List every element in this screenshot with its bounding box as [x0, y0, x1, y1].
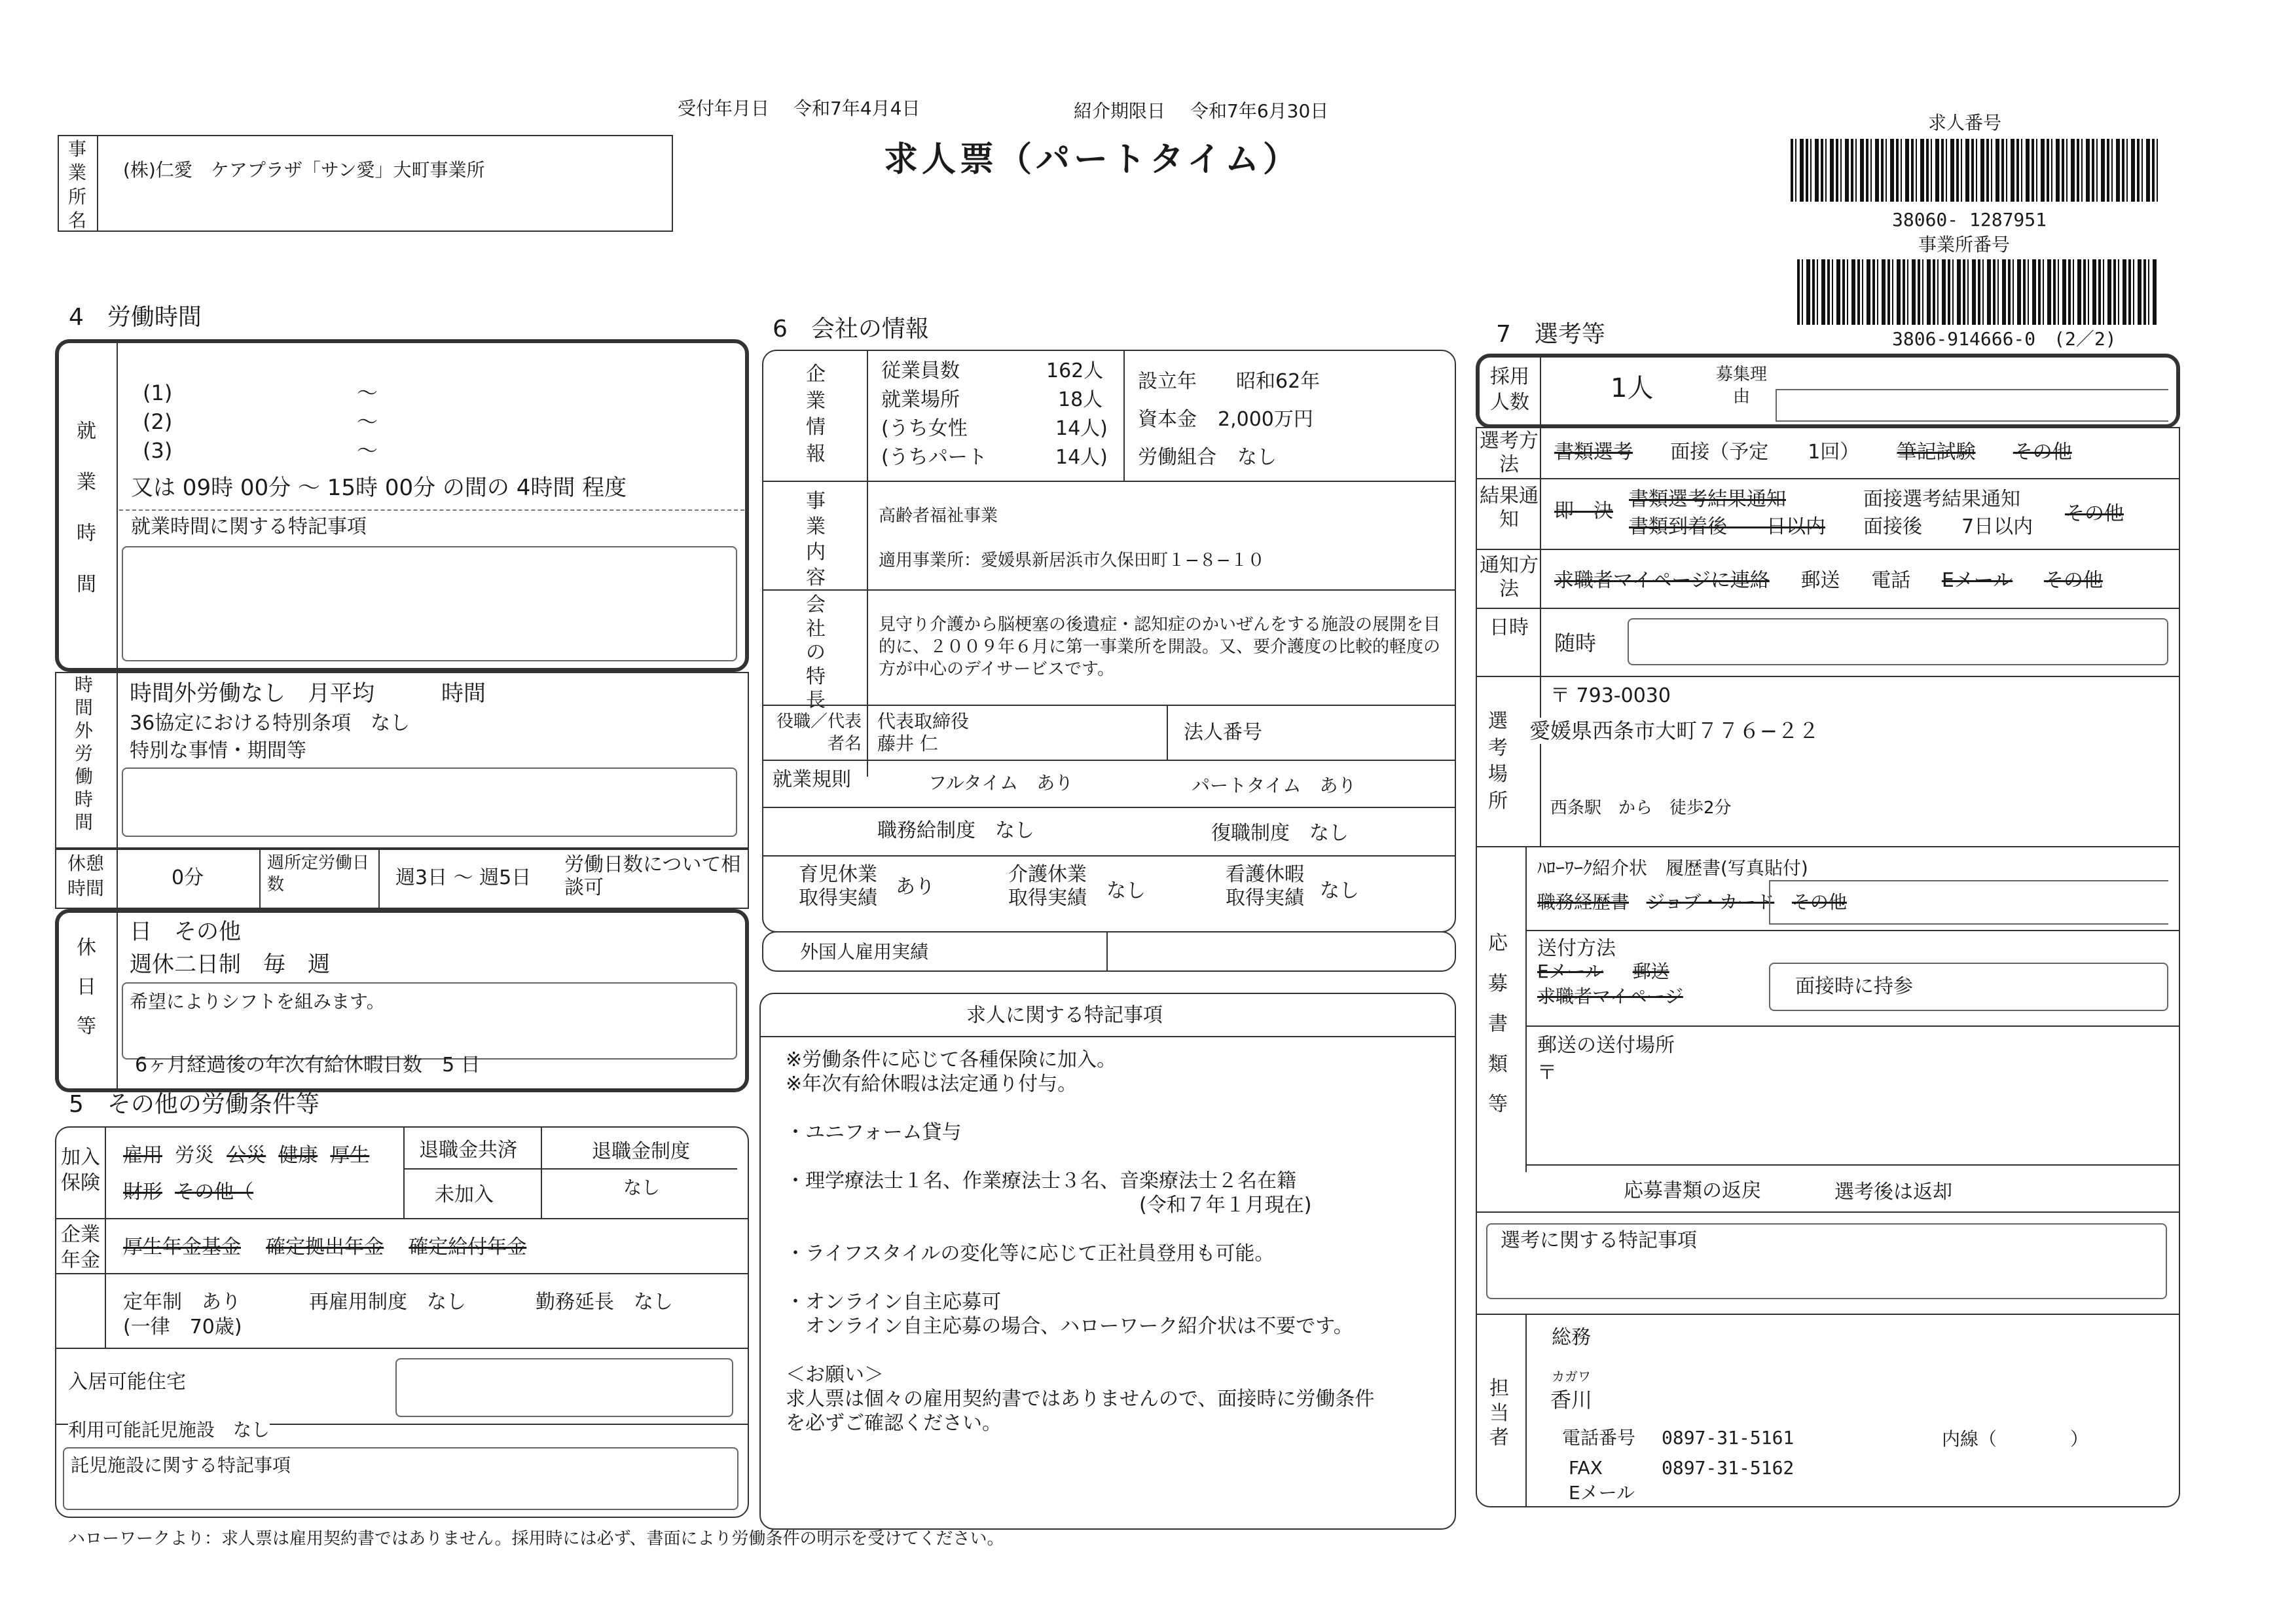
return-label: 応募書類の返戻: [1624, 1179, 1761, 1202]
housing-field: [395, 1358, 733, 1417]
childcare-leave-label: 育児休業取得実績: [799, 863, 877, 910]
email-label: Eメール: [1569, 1482, 1635, 1504]
ot-special-field: [122, 767, 737, 837]
shift-note-label: 就業時間に関する特記事項: [131, 515, 367, 538]
note-line: (令和７年１月現在): [786, 1194, 1312, 1217]
site-value: 18人: [1058, 388, 1103, 411]
nursing-leave-value: なし: [1320, 879, 1359, 902]
company-box: [58, 135, 673, 232]
childcare-note: 託児施設に関する特記事項: [71, 1454, 291, 1476]
ins-zaikei: 財形: [123, 1181, 162, 1204]
retire-age2: (一律 70歳): [123, 1316, 242, 1338]
part-label: (うちパート: [881, 446, 987, 469]
reinstate: 復職制度 なし: [1211, 822, 1349, 845]
date-value: 随時: [1554, 631, 1597, 655]
hire-label: 採用人数: [1490, 365, 1529, 414]
housing-label: 入居可能住宅: [68, 1371, 186, 1393]
part-value: 14人): [1055, 446, 1108, 469]
send-label: 送付方法: [1537, 937, 1616, 960]
pension-3: 確定給付年金: [409, 1236, 527, 1259]
period-date: 令和7年6月30日: [1190, 100, 1329, 122]
office-no-label: 事業所番号: [1918, 234, 2011, 255]
retire-system-label: 退職金制度: [592, 1140, 690, 1163]
rest-value: 0分: [172, 866, 204, 889]
note-line: [786, 1096, 1374, 1120]
shift-3-tilde: 〜: [357, 438, 378, 463]
female-label: (うち女性: [881, 417, 968, 440]
hire-value: 1人: [1611, 373, 1654, 403]
job-no-barcode: [1791, 139, 2159, 202]
note-line: [786, 1266, 1374, 1290]
business-1: 高齢者福祉事業: [879, 506, 998, 526]
notify-email: Eメール: [1941, 569, 2013, 592]
address: 愛媛県西条市大町７７６−２２: [1529, 718, 1819, 743]
shift-alt: 又は 09時 00分 〜 15時 00分 の間の 4時間 程度: [131, 475, 627, 501]
notify-tel: 電話: [1871, 569, 1911, 592]
business-label: 事業内容: [806, 490, 826, 589]
fax-label: FAX: [1569, 1457, 1603, 1479]
sec7-heading: 7 選考等: [1496, 321, 1605, 348]
pension-1: 厚生年金基金: [123, 1236, 241, 1259]
ins-kosei: 厚生: [330, 1144, 370, 1167]
ot-line: 時間外労働なし 月平均 時間: [130, 680, 486, 707]
retire-mutual-value: 未加入: [435, 1183, 494, 1206]
weekly-note: 労働日数について相談可: [564, 853, 741, 899]
job-no-label: 求人番号: [1928, 112, 2002, 134]
access: 西条駅 から 徒歩2分: [1550, 798, 1732, 818]
employees-value: 162人: [1046, 360, 1104, 382]
rep-label: 役職／代表者名: [776, 712, 862, 754]
shift-label: 就業時間: [77, 420, 96, 596]
corp-info-label: 企業情報: [806, 363, 826, 466]
office-no-barcode: [1797, 259, 2159, 325]
result-other: その他: [2065, 502, 2124, 525]
note-line: 求人票は個々の雇用契約書ではありませんので、面接時に労働条件: [786, 1388, 1375, 1411]
result-doc1: 書類選考結果通知: [1629, 488, 1786, 511]
notes-list: [786, 1048, 1374, 1435]
return-value: 選考後は返却: [1834, 1181, 1952, 1204]
employees-label: 従業員数: [881, 360, 960, 382]
notify-other: その他: [2043, 569, 2103, 592]
method-label: 選考方法: [1480, 430, 1539, 476]
method-other: その他: [2013, 441, 2072, 464]
fax: 0897-31-5162: [1662, 1457, 1795, 1479]
union-value: なし: [1237, 446, 1277, 469]
ins-kosai: 公災: [227, 1144, 266, 1167]
send-bring: 面接時に持参: [1795, 975, 1913, 998]
method-doc: 書類選考: [1554, 441, 1633, 464]
docs-career: 職務経歴書: [1537, 891, 1630, 913]
holiday-note: 希望によりシフトを組みます。: [130, 991, 385, 1012]
site-label: 就業場所: [881, 388, 960, 411]
job-no: 38060- 1287951: [1892, 209, 2047, 231]
select-note-label: 選考に関する特記事項: [1501, 1229, 1697, 1252]
method-written: 筆記試験: [1897, 441, 1976, 464]
note-line: ・理学療法士１名、作業療法士３名、音楽療法士２名在籍: [786, 1170, 1296, 1192]
period-label: 紹介期限日: [1074, 100, 1166, 122]
received-label: 受付年月日: [678, 98, 770, 119]
mail-place-label: 郵送の送付場所: [1537, 1034, 1675, 1057]
rehire: 再雇用制度 なし: [309, 1291, 466, 1314]
paid-leave: 6ヶ月経過後の年次有給休暇日数 5 日: [135, 1054, 481, 1077]
notes-heading: 求人に関する特記事項: [966, 1004, 1163, 1027]
sec4-heading: 4 労働時間: [69, 304, 202, 331]
page-title: 求人票（パートタイム）: [884, 140, 1301, 179]
holiday-line1: 日 その他: [130, 919, 241, 945]
received-date: 令和7年4月4日: [793, 98, 920, 119]
contact-label: 担当者: [1489, 1377, 1509, 1449]
notify-mypage: 求職者マイページに連絡: [1554, 569, 1770, 592]
capital-label: 資本金: [1138, 408, 1197, 431]
docs-1: ﾊﾛｰﾜｰｸ紹介状 履歴書(写真貼付): [1537, 857, 1808, 879]
company-name: (株)仁愛 ケアプラザ「サン愛」大町事業所: [123, 159, 485, 181]
business-2: 適用事業所：愛媛県新居浜市久保田町１−８−１０: [879, 551, 1265, 570]
ins-kenko: 健康: [278, 1144, 318, 1167]
docs-other-field: [1769, 880, 2168, 925]
childcare: 利用可能託児施設 なし: [68, 1419, 270, 1441]
feature-text: 見守り介護から脳梗塞の後遺症・認知症のかいぜんをする施設の展開を目的に、２００９年６月に第一事業所を開設。又、要介護度の比較的軽度の方が中心のデイサービスです。: [879, 615, 1441, 679]
shift-2-tilde: 〜: [357, 409, 378, 434]
docs-label: 応募書類等: [1488, 932, 1508, 1116]
rep-name: 藤井 仁: [877, 733, 938, 754]
shift-1: (1): [143, 380, 173, 405]
method-interview: 面接（予定 1回）: [1670, 441, 1860, 464]
place-label: 選考場所: [1488, 710, 1508, 813]
send-mypage: 求職者マイページ: [1537, 986, 1683, 1007]
holiday-label: 休日等: [77, 936, 96, 1038]
note-line: ・ライフスタイルの変化等に応じて正社員登用も可能。: [786, 1242, 1275, 1265]
kana: カガワ: [1552, 1369, 1591, 1384]
foreign-label: 外国人雇用実績: [800, 941, 929, 963]
rules-full: フルタイム あり: [928, 772, 1074, 794]
ot-36: 36協定における特別条項 なし: [130, 712, 410, 735]
ot-label: 時間外労働時間: [74, 674, 93, 833]
pension-label: 企業年金: [61, 1223, 100, 1272]
postal: 〒 793-0030: [1550, 684, 1671, 707]
weekly-value: 週3日 〜 週5日: [395, 866, 532, 889]
rules-part: パートタイム あり: [1192, 775, 1357, 796]
founded-value: 昭和62年: [1236, 370, 1321, 393]
note-line: ・オンライン自主応募可: [786, 1291, 1002, 1314]
reason-field: [1776, 389, 2168, 422]
shift-note-field: [122, 546, 737, 661]
docs-other: その他: [1791, 891, 1847, 913]
rest-label: 休憩時間: [67, 853, 104, 899]
notify-mail: 郵送: [1800, 569, 1840, 592]
person: 香川: [1550, 1388, 1593, 1412]
founded-label: 設立年: [1138, 370, 1197, 393]
company-label: 事業所名: [67, 138, 86, 232]
note-line: ・ユニフォーム貸与: [786, 1121, 962, 1144]
note-line: [786, 1338, 1374, 1363]
note-line: ※労働条件に応じて各種保険に加入。: [786, 1048, 1117, 1071]
result-label: 結果通知: [1480, 485, 1539, 531]
feature-label: 会社の特長: [806, 593, 826, 712]
nursing-leave-label: 看護休暇取得実績: [1226, 863, 1304, 910]
retire-mutual-label: 退職金共済: [419, 1139, 517, 1162]
insurance-label: 加入保険: [61, 1146, 100, 1194]
shift-3: (3): [143, 438, 173, 463]
retire-age: 定年制 あり: [123, 1291, 241, 1314]
ext-label: 内線（ ）: [1942, 1428, 2089, 1450]
female-value: 14人): [1055, 417, 1108, 440]
childcare-leave-value: あり: [896, 876, 935, 898]
note-line: オンライン自主応募の場合、ハローワーク紹介状は不要です。: [786, 1315, 1353, 1338]
send-email: Eメール: [1537, 961, 1604, 982]
shift-1-tilde: 〜: [357, 380, 378, 405]
duty-pay: 職務給制度 なし: [877, 819, 1034, 842]
reason-label: 募集理由: [1715, 365, 1767, 407]
sec6-heading: 6 会社の情報: [773, 316, 929, 342]
result-doc2: 書類到着後 日以内: [1629, 515, 1825, 538]
tel-label: 電話番号: [1562, 1427, 1636, 1449]
date-label: 日時: [1489, 616, 1529, 639]
retire-system-value: なし: [623, 1177, 661, 1198]
docs-jobcard: ジョブ・カード: [1646, 891, 1775, 913]
result-int1: 面接選考結果通知: [1863, 488, 2020, 511]
care-leave-value: なし: [1106, 879, 1146, 902]
footer-notice: ハローワークより：求人票は雇用契約書ではありません。採用時には必ず、書面により労働条件の明示を受けてください。: [68, 1529, 1004, 1549]
note-line: ＜お願い＞: [786, 1363, 884, 1386]
rep-title: 代表取締役: [877, 710, 970, 732]
date-field: [1628, 618, 2168, 665]
dept: 総務: [1552, 1326, 1591, 1349]
result-int2: 面接後 7日以内: [1863, 515, 2033, 538]
ins-rosai: 労災: [175, 1144, 215, 1167]
send-post: 郵送: [1632, 961, 1669, 982]
note-line: [786, 1217, 1374, 1242]
care-leave-label: 介護休業取得実績: [1008, 863, 1087, 910]
note-line: [786, 1145, 1374, 1169]
tel: 0897-31-5161: [1662, 1427, 1795, 1449]
holiday-line2: 週休二日制 毎 週: [130, 951, 330, 978]
notify-label: 通知方法: [1480, 554, 1539, 600]
shift-2: (2): [143, 409, 173, 434]
note-line: ※年次有給休暇は法定通り付与。: [786, 1073, 1078, 1096]
rules-label: 就業規則: [773, 768, 851, 791]
sec5-heading: 5 その他の労働条件等: [69, 1091, 319, 1118]
office-no: 3806-914666-0 (2／2): [1892, 328, 2117, 350]
ins-other: その他（: [175, 1181, 254, 1204]
pension-2: 確定拠出年金: [266, 1236, 384, 1259]
result-now: 即 決: [1554, 500, 1613, 523]
note-line: を必ずご確認ください。: [786, 1412, 1002, 1435]
weekly-label: 週所定労働日数: [267, 853, 370, 895]
ins-koyo: 雇用: [123, 1144, 162, 1167]
capital-value: 2,000万円: [1218, 408, 1313, 431]
ot-special: 特別な事情・期間等: [130, 739, 306, 762]
corp-no-label: 法人番号: [1184, 721, 1262, 744]
extension: 勤務延長 なし: [536, 1291, 673, 1314]
union-label: 労働組合: [1138, 446, 1216, 469]
mail-place: 〒: [1537, 1061, 1557, 1084]
